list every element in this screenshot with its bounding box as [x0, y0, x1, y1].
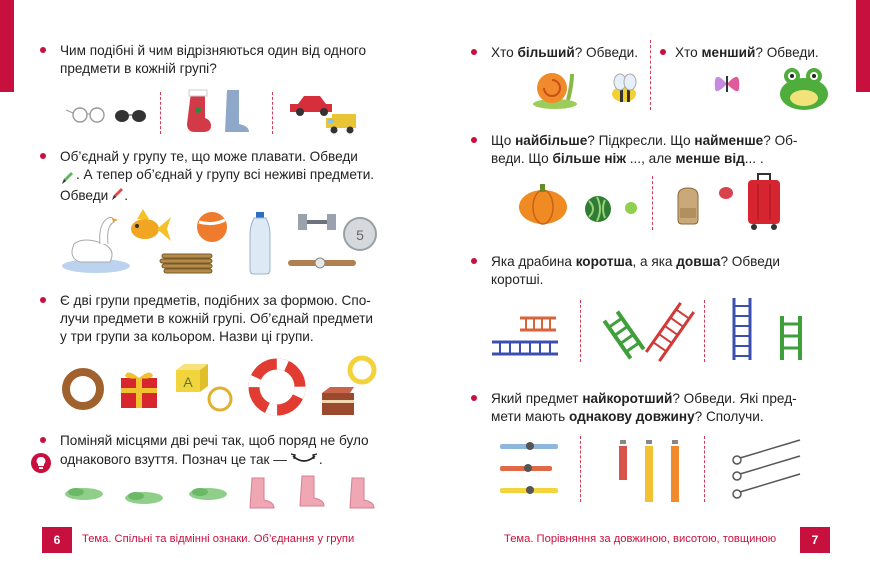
task-4-text: Поміняй місцями дві речі так, щоб поряд не було однакового взуття. Познач це так — . [60, 433, 369, 467]
task-bullet [40, 297, 46, 303]
boots-icon [183, 86, 263, 136]
lightbulb-icon [30, 452, 52, 474]
long-ladder-icon [490, 338, 560, 358]
task-8-text: Який предмет найкоротший? Обведи. Які пред- мети мають однакову довжину? Сполучи. [491, 391, 797, 424]
task-5b-text: Хто менший? Обведи. [675, 45, 819, 60]
ball-icon [195, 210, 229, 244]
group-divider [652, 176, 653, 230]
green-pencil-icon [60, 170, 74, 191]
page-number-right: 7 [800, 527, 830, 553]
swap-arrow-icon [287, 450, 319, 469]
svg-text:A: A [183, 374, 193, 390]
gift-box-icon [117, 366, 161, 410]
short-ladder-icon [518, 314, 558, 334]
wreath-ring-icon [60, 366, 106, 412]
left-page-footer-topic: Тема. Спільні та відмінні ознаки. Об’єднання у групи [82, 533, 355, 545]
task-bullet [471, 395, 477, 401]
dumbbell-icon [296, 212, 338, 232]
short-ladder-icon [778, 314, 806, 362]
pink-boot-icon [238, 476, 278, 510]
task-1-text: Чим подібні й чим відрізняються один від одного предмети в кожній групі? [60, 43, 367, 76]
gold-ring-icon [205, 384, 235, 414]
task-bullet [471, 49, 477, 55]
life-buoy-icon [248, 358, 306, 416]
goldfish-icon [123, 207, 173, 251]
green-slipper-icon [62, 484, 106, 502]
cake-box-icon [318, 383, 358, 417]
plastic-bottle-icon [246, 210, 274, 276]
task-5a-text: Хто більший? Обведи. [491, 45, 639, 60]
short-ladder-icon [600, 310, 648, 360]
right-page-footer-topic: Тема. Порівняння за довжиною, висотою, товщиною [504, 533, 777, 545]
coin-icon [342, 216, 378, 252]
group-divider [272, 92, 273, 134]
pink-boot-icon [288, 474, 328, 508]
coin-purse-icon [718, 184, 734, 200]
group-divider [704, 300, 705, 362]
swan-icon [60, 210, 132, 276]
green-slipper-icon [186, 484, 230, 502]
right-page-edge-tab [856, 0, 870, 92]
task-bullet [40, 47, 46, 53]
group-divider [650, 40, 651, 110]
watch-icon [286, 255, 358, 271]
butterfly-icon [712, 70, 742, 98]
pink-boot-icon [338, 476, 378, 510]
task-6-text: Що найбільше? Підкресли. Що найменше? Об- веди. Що більше ніж ..., але менше від... . [491, 133, 798, 166]
group-divider [580, 436, 581, 502]
toy-cars-icon [288, 88, 378, 136]
page-number-left: 6 [42, 527, 72, 553]
group-divider [580, 300, 581, 362]
backpack-icon [670, 186, 706, 226]
svg-text:5: 5 [356, 227, 364, 243]
green-pea-icon [623, 200, 639, 216]
long-ladder-icon [730, 296, 756, 362]
green-slipper-icon [122, 488, 166, 506]
long-ladder-icon [646, 300, 694, 364]
task-bullet [660, 49, 666, 55]
bee-icon [608, 72, 644, 106]
task-3-text: Є дві групи предметів, подібних за формою. Спо- лучи предмети в кожній групі. Об’єднай предмети у три групи за кольором. Назви ці групи. [60, 293, 374, 344]
watermelon-icon [583, 194, 613, 224]
eyeglasses-icon [62, 100, 152, 130]
watch-straps-icon [498, 438, 562, 502]
frog-icon [776, 62, 832, 112]
task-7-text: Яка драбина коротша, а яка довша? Обведи коротші. [491, 254, 781, 287]
task-bullet [40, 153, 46, 159]
pumpkin-icon [516, 180, 570, 226]
group-divider [160, 92, 161, 134]
raft-icon [158, 248, 216, 276]
suitcase-icon [744, 172, 784, 232]
left-page-edge-tab [0, 0, 14, 92]
task-2-text: Об’єднай у групу те, що може плавати. Обведи . А тепер об’єднай у групу всі неживі предмети. Обведи . [60, 149, 375, 203]
zipper-keychains-icon [612, 436, 686, 506]
skewers-icon [726, 436, 806, 506]
snail-icon [530, 64, 580, 110]
task-bullet [471, 258, 477, 264]
group-divider [704, 436, 705, 502]
task-bullet [471, 137, 477, 143]
red-pencil-icon [108, 184, 124, 205]
task-bullet [40, 437, 46, 443]
